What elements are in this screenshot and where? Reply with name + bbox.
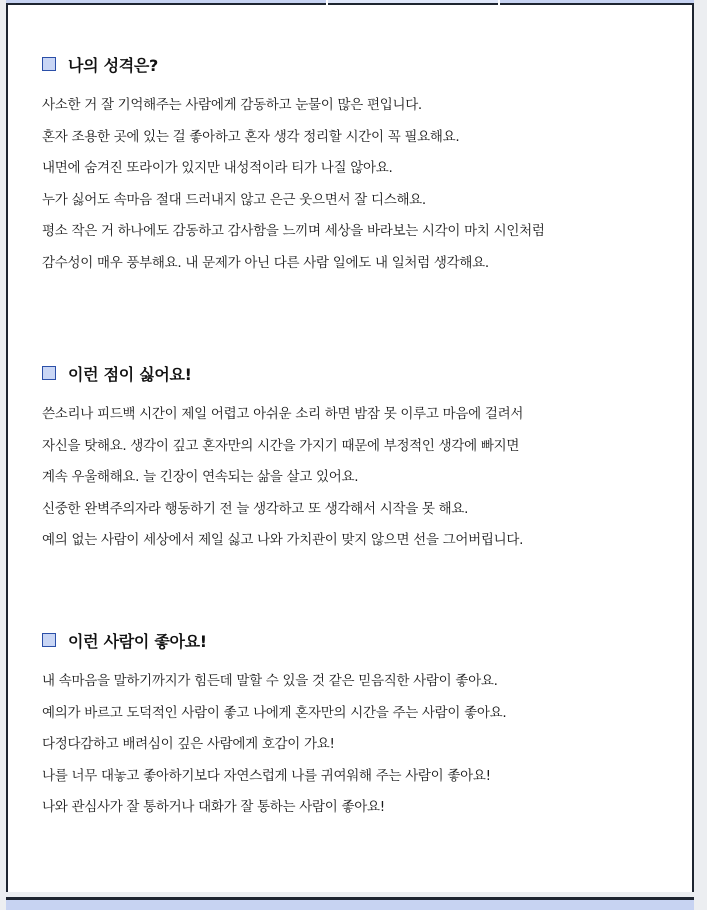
text-line: 내 속마음을 말하기까지가 힘든데 말할 수 있을 것 같은 믿음직한 사람이 좋아요. [42,673,498,689]
tab-segment-right[interactable] [500,0,694,5]
text-line: 평소 작은 거 하나에도 감동하고 감사함을 느끼며 세상을 바라보는 시각이 마치 시인처럼 [42,223,545,239]
text-line: 사소한 거 잘 기억해주는 사람에게 감동하고 눈물이 많은 편입니다. [42,97,422,113]
text-line: 예의 없는 사람이 세상에서 제일 싫고 나와 가치관이 맞지 않으면 선을 그어버립니다. [42,532,524,548]
checkbox-icon [42,57,56,71]
heading-text: 이런 사람이 좋아요! [68,631,207,651]
text-line: 혼자 조용한 곳에 있는 걸 좋아하고 혼자 생각 정리할 시간이 꼭 필요해요. [42,128,460,145]
section-heading [42,626,662,654]
bottom-bar [6,897,694,910]
section-personality [42,50,662,279]
section-heading [42,359,662,387]
text-line: 자신을 탓해요. 생각이 깊고 혼자만의 시간을 가지기 때문에 부정적인 생각에 빠지면 [42,437,520,454]
text-line: 다정다감하고 배려심이 깊은 사람에게 호감이 가요! [42,736,335,752]
text-line: 신중한 완벽주의자라 행동하기 전 늘 생각하고 또 생각해서 시작을 못 해요. [42,500,469,517]
section-dislikes [42,359,662,557]
heading-text: 이런 점이 싫어요! [68,364,192,384]
text-line: 나와 관심사가 잘 통하거나 대화가 잘 통하는 사람이 좋아요! [42,799,385,815]
top-tab-strip [6,0,694,5]
text-line: 나를 너무 대놓고 좋아하기보다 자연스럽게 나를 귀여워해 주는 사람이 좋아요! [42,767,491,784]
section-heading [42,50,662,78]
scroll-gutter [694,0,707,907]
checkbox-icon [42,633,56,647]
text-line: 계속 우울해해요. 늘 긴장이 연속되는 삶을 살고 있어요. [42,469,359,485]
heading-text: 나의 성격은? [68,55,159,75]
section-likes [42,626,662,824]
text-line: 감수성이 매우 풍부해요. 내 문제가 아닌 다른 사람 일에도 내 일처럼 생각해요. [42,254,489,271]
tab-segment-middle[interactable] [328,0,498,5]
text-line: 예의가 바르고 도덕적인 사람이 좋고 나에게 혼자만의 시간을 주는 사람이 좋아요. [42,704,507,721]
text-line: 쓴소리나 피드백 시간이 제일 어렵고 아쉬운 소리 하면 밤잠 못 이루고 마음에 걸려서 [42,406,524,422]
text-line: 내면에 숨겨진 또라이가 있지만 내성적이라 티가 나질 않아요. [42,160,393,176]
tab-segment-left[interactable] [6,0,326,5]
text-line: 누가 싫어도 속마음 절대 드러내지 않고 은근 웃으면서 잘 디스해요. [42,191,426,208]
checkbox-icon [42,366,56,380]
